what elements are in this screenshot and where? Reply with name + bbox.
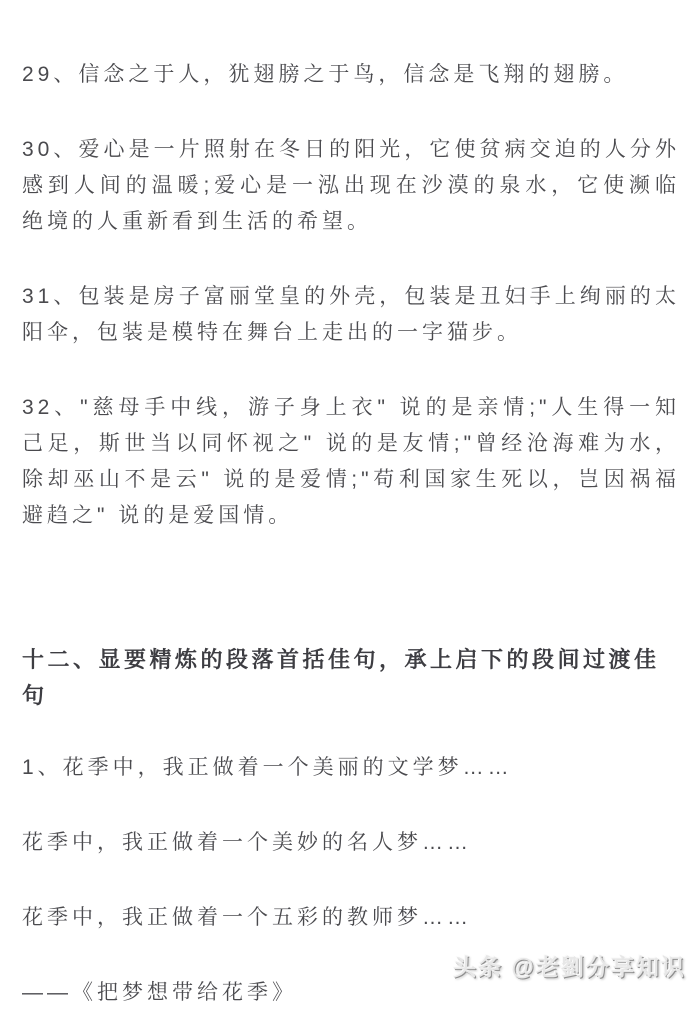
section-item-3: 花季中，我正做着一个五彩的教师梦…… (22, 906, 472, 929)
quote-paragraph-31: 31、包装是房子富丽堂皇的外壳，包装是丑妇手上绚丽的太阳伞，包装是模特在舞台上走出的一字猫步。 (22, 285, 680, 344)
quote-paragraph-30: 30、爱心是一片照射在冬日的阳光，它使贫病交迫的人分外感到人间的温暖;爱心是一泓出现在沙漠的泉水，它使濒临绝境的人重新看到生活的希望。 (22, 138, 680, 233)
section-heading: 十二、显要精炼的段落首括佳句，承上启下的段间过渡佳句 (22, 647, 660, 708)
section-item-2: 花季中，我正做着一个美妙的名人梦…… (22, 831, 472, 854)
quote-paragraph-29: 29、信念之于人，犹翅膀之于鸟，信念是飞翔的翅膀。 (22, 63, 629, 86)
section-item-1: 1、花季中，我正做着一个美丽的文学梦…… (22, 756, 513, 779)
toutiao-watermark: 头条 @老劉分享知识 (453, 954, 686, 980)
quote-paragraph-32: 32、"慈母手中线，游子身上衣" 说的是亲情;"人生得一知己足，斯世当以同怀视之" 说的是友情;"曾经沧海难为水，除却巫山不是云" 说的是爱情;"苟利国家生死以，岂因祸福避趋之" 说的是爱国情。 (22, 396, 680, 527)
source-attribution: ——《把梦想带给花季》 (22, 981, 297, 1004)
